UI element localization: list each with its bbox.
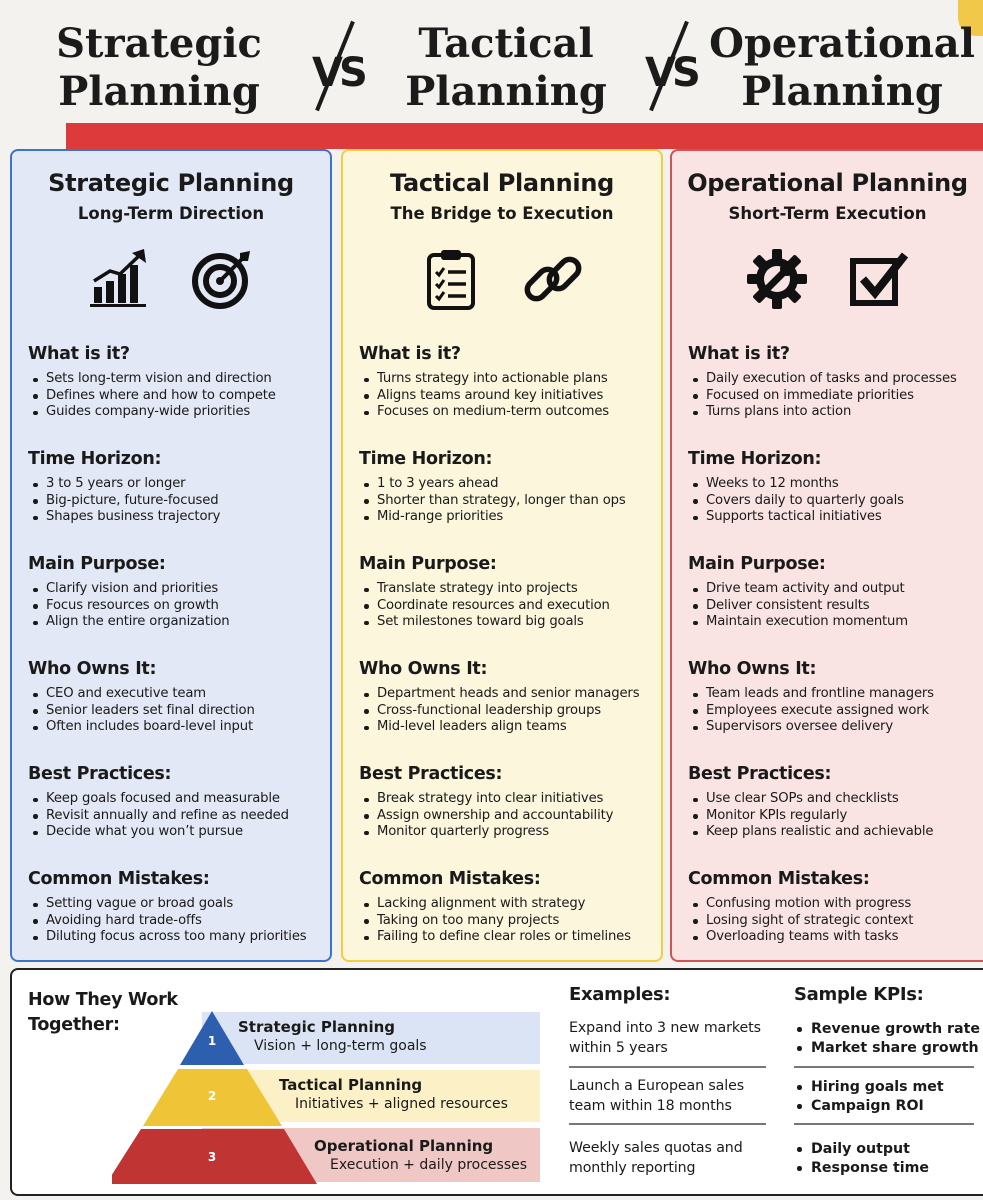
section-list [359,791,651,841]
column-title: Tactical Planning [390,169,614,197]
section-main-purpose [688,554,973,631]
section-heading: Time Horizon: [28,449,162,469]
list-item: Department heads and senior managers [359,686,651,703]
section-list [359,686,651,736]
examples-heading: Examples: [569,984,671,1005]
pyramid-label-operational [314,1137,527,1173]
list-item: Defines where and how to compete [28,388,320,405]
column-title: Strategic Planning [48,169,294,197]
kpis-divider [794,1066,974,1068]
section-heading: Main Purpose: [28,554,166,574]
list-item: Aligns teams around key initiatives [359,388,651,405]
target-icon [190,247,254,311]
section-list [359,896,651,946]
section-best-practices [688,764,973,841]
section-list [688,791,973,841]
list-item: Focus resources on growth [28,598,320,615]
header-title-strategic-line1: Strategic [56,20,262,67]
header-title-operational [704,20,980,116]
list-item: Supervisors oversee delivery [688,719,973,736]
list-item: Covers daily to quarterly goals [688,493,973,510]
list-item: 3 to 5 years or longer [28,476,320,493]
list-item: Team leads and frontline managers [688,686,973,703]
list-item: Guides company-wide priorities [28,404,320,421]
list-item: Drive team activity and output [688,581,973,598]
column-tactical [341,149,663,962]
section-list [28,581,320,631]
column-icons [343,247,661,311]
section-list [688,371,973,421]
section-list [688,686,973,736]
gear-wrench-icon [745,247,809,311]
list-item: Employees execute assigned work [688,703,973,720]
section-what-is-it [359,344,651,421]
list-item: Mid-range priorities [359,509,651,526]
examples-divider [569,1123,766,1125]
column-icons [672,247,983,311]
list-item: Failing to define clear roles or timelines [359,929,651,946]
column-subtitle: Short-Term Execution [728,204,927,223]
pyramid-label-title: Operational Planning [314,1137,494,1155]
list-item: Often includes board-level input [28,719,320,736]
header-red-band [66,123,983,149]
list-item: Big-picture, future-focused [28,493,320,510]
list-item: Keep plans realistic and achievable [688,824,973,841]
column-icons [12,247,330,311]
kpi-list-operational [794,1140,929,1178]
section-common-mistakes [28,869,320,946]
header [0,0,983,150]
section-heading: Who Owns It: [28,659,157,679]
list-item: Use clear SOPs and checklists [688,791,973,808]
section-heading: Main Purpose: [359,554,497,574]
section-time-horizon [28,449,320,526]
list-item: Confusing motion with progress [688,896,973,913]
how-title: How They Work Together: [28,990,178,1035]
list-item: Monitor quarterly progress [359,824,651,841]
section-list [28,896,320,946]
list-item: Deliver consistent results [688,598,973,615]
section-list [688,581,973,631]
section-heading: Common Mistakes: [359,869,541,889]
column-subtitle: The Bridge to Execution [390,204,614,223]
section-heading: Common Mistakes: [688,869,870,889]
pyramid-number-1: 1 [207,1034,217,1048]
example-strategic: Expand into 3 new markets within 5 years [569,1020,761,1056]
kpi-list-strategic [794,1020,980,1058]
section-heading: What is it? [359,344,461,364]
pyramid-label-sub: Initiatives + aligned resources [295,1096,508,1112]
list-item: Losing sight of strategic context [688,913,973,930]
section-who-owns-it [359,659,651,736]
list-item: Set milestones toward big goals [359,614,651,631]
section-heading: Time Horizon: [688,449,822,469]
kpi-item: Response time [794,1159,929,1178]
examples-divider [569,1066,766,1068]
list-item: Translate strategy into projects [359,581,651,598]
section-heading: Best Practices: [28,764,172,784]
section-list [688,896,973,946]
section-best-practices [28,764,320,841]
column-strategic [10,149,332,962]
list-item: Align the entire organization [28,614,320,631]
kpi-item: Campaign ROI [794,1097,944,1116]
list-item: Focuses on medium-term outcomes [359,404,651,421]
list-item: Shapes business trajectory [28,509,320,526]
column-operational [670,149,983,962]
section-list [28,686,320,736]
list-item: Taking on too many projects [359,913,651,930]
section-list [28,791,320,841]
section-list [688,476,973,526]
example-tactical: Launch a European sales team within 18 months [569,1078,745,1114]
bar-chart-growth-icon [88,247,152,311]
section-best-practices [359,764,651,841]
section-heading: Who Owns It: [688,659,817,679]
kpi-list-tactical [794,1078,944,1116]
section-heading: Best Practices: [688,764,832,784]
section-heading: What is it? [688,344,790,364]
pyramid-label-tactical [279,1076,508,1112]
list-item: Senior leaders set final direction [28,703,320,720]
kpi-item: Revenue growth rate [794,1020,980,1039]
section-common-mistakes [359,869,651,946]
column-subtitle: Long-Term Direction [77,204,265,223]
list-item: Weeks to 12 months [688,476,973,493]
chain-link-icon [521,247,585,311]
section-heading: Main Purpose: [688,554,826,574]
section-what-is-it [688,344,973,421]
checkbox-checked-icon [847,247,911,311]
section-list [359,476,651,526]
section-list [28,476,320,526]
header-title-operational-line1: Operational [709,20,975,67]
list-item: Sets long-term vision and direction [28,371,320,388]
list-item: Assign ownership and accountability [359,808,651,825]
section-main-purpose [28,554,320,631]
header-title-operational-line2: Planning [741,68,943,115]
section-heading: Who Owns It: [359,659,488,679]
section-heading: Common Mistakes: [28,869,210,889]
section-list [359,581,651,631]
clipboard-checklist-icon [419,247,483,311]
list-item: Lacking alignment with strategy [359,896,651,913]
pyramid-label-strategic [238,1018,427,1054]
list-item: Decide what you won’t pursue [28,824,320,841]
list-item: Overloading teams with tasks [688,929,973,946]
list-item: Revisit annually and refine as needed [28,808,320,825]
list-item: Break strategy into clear initiatives [359,791,651,808]
section-list [359,371,651,421]
list-item: Avoiding hard trade-offs [28,913,320,930]
header-title-strategic-line2: Planning [58,68,260,115]
list-item: Coordinate resources and execution [359,598,651,615]
kpis-heading: Sample KPIs: [794,984,924,1005]
pyramid-label-title: Tactical Planning [279,1076,423,1094]
section-heading: What is it? [28,344,130,364]
header-title-tactical [395,20,617,116]
section-common-mistakes [688,869,973,946]
section-main-purpose [359,554,651,631]
section-heading: Time Horizon: [359,449,493,469]
section-time-horizon [359,449,651,526]
kpi-item: Market share growth [794,1039,980,1058]
how-they-work-together-panel [10,968,983,1196]
pyramid-label-title: Strategic Planning [238,1018,396,1036]
example-operational: Weekly sales quotas and monthly reporting [569,1140,743,1176]
pyramid-label-sub: Execution + daily processes [330,1157,528,1173]
header-title-tactical-line1: Tactical [418,20,594,67]
list-item: Setting vague or broad goals [28,896,320,913]
section-what-is-it [28,344,320,421]
kpis-divider [794,1123,974,1125]
header-title-strategic [52,20,266,116]
vs-label-2: VS [645,50,697,96]
list-item: Focused on immediate priorities [688,388,973,405]
section-heading: Best Practices: [359,764,503,784]
section-time-horizon [688,449,973,526]
pyramid-label-sub: Vision + long-term goals [254,1038,427,1054]
list-item: Diluting focus across too many priorities [28,929,320,946]
vs-label-1: VS [312,50,364,96]
header-title-tactical-line2: Planning [405,68,607,115]
list-item: Turns strategy into actionable plans [359,371,651,388]
pyramid-number-3: 3 [207,1150,217,1164]
kpi-item: Hiring goals met [794,1078,944,1097]
section-list [28,371,320,421]
list-item: Shorter than strategy, longer than ops [359,493,651,510]
pyramid-number-2: 2 [207,1089,217,1103]
list-item: Cross-functional leadership groups [359,703,651,720]
list-item: 1 to 3 years ahead [359,476,651,493]
section-who-owns-it [688,659,973,736]
list-item: Keep goals focused and measurable [28,791,320,808]
list-item: Monitor KPIs regularly [688,808,973,825]
kpi-item: Daily output [794,1140,929,1159]
list-item: Daily execution of tasks and processes [688,371,973,388]
list-item: Mid-level leaders align teams [359,719,651,736]
list-item: Supports tactical initiatives [688,509,973,526]
list-item: Maintain execution momentum [688,614,973,631]
list-item: CEO and executive team [28,686,320,703]
list-item: Turns plans into action [688,404,973,421]
column-title: Operational Planning [687,169,968,197]
list-item: Clarify vision and priorities [28,581,320,598]
section-who-owns-it [28,659,320,736]
